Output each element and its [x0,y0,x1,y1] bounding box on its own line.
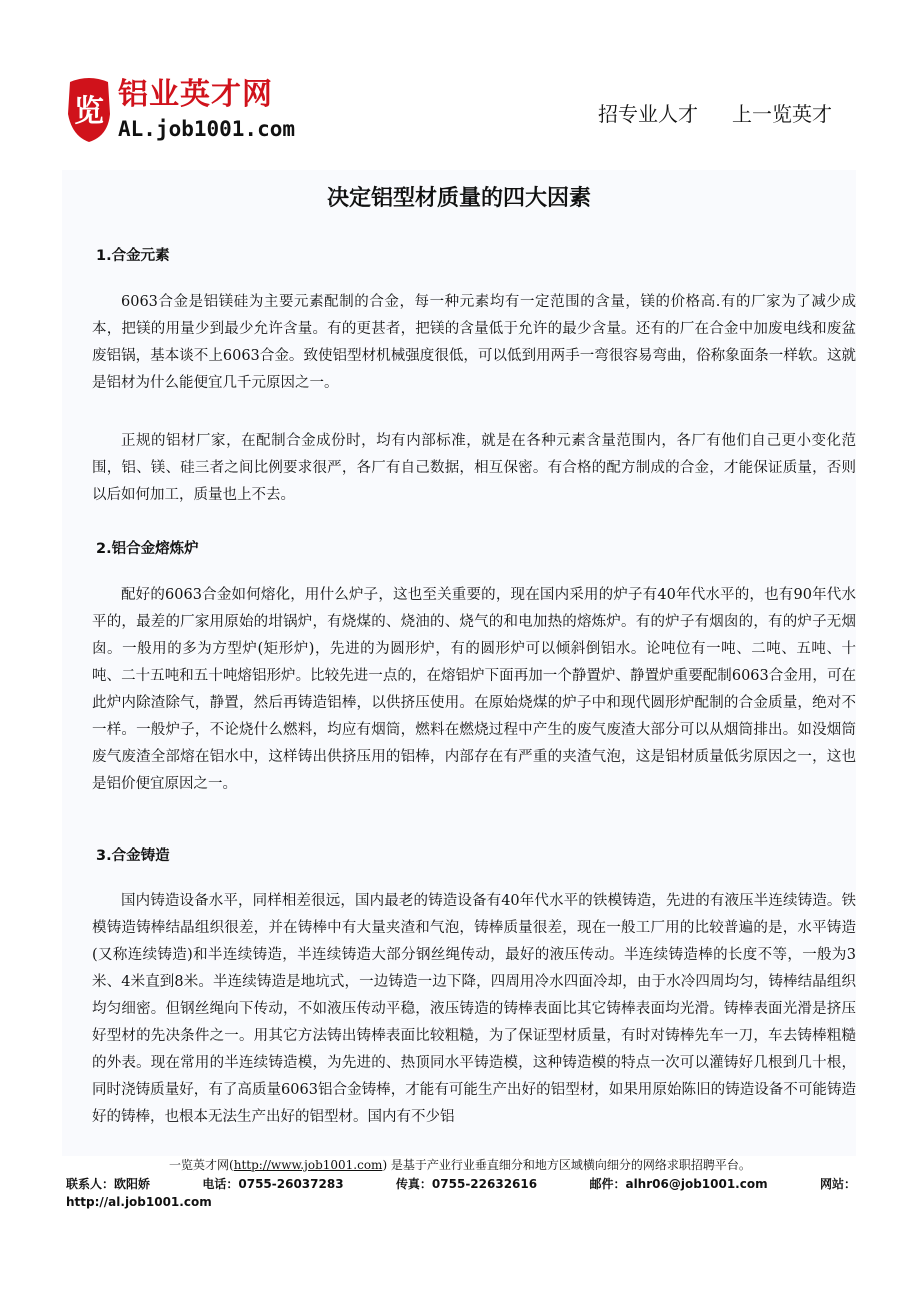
lan-badge-icon [64,74,114,144]
article-body [62,170,856,1156]
svg-text:览: 览 [74,94,104,129]
paragraph: 6063合金是铝镁硅为主要元素配制的合金，每一种元素均有一定范围的含量，镁的价格高.有的厂家为了减少成本，把镁的用量少到最少允许含量。有的更甚者，把镁的含量低于允许的最少含量。还有的厂在合金中加废电线和废盆废铝锅，基本谈不上6063合金。致使铝型材机械强度很低，可以低到用两手一弯很容易弯曲，俗称象面条一样软。这就是铝材为什么能便宜几千元原因之一。 [92,294,856,391]
site-logo[interactable] [64,72,304,148]
contact-site-url[interactable]: http://al.job1001.com [66,1195,212,1209]
slogan-part-1: 招专业人才 [598,102,698,126]
footer-note [0,1156,920,1174]
contact-site-label: 网站： [819,1177,856,1191]
logo-url: AL.job1001.com [118,117,296,141]
section-heading-alloy-elements: 1.合金元素 [96,248,170,264]
footer-note-prefix: 一览英才网( [169,1158,234,1172]
contact-phone: 电话：0755-26037283 [202,1177,344,1191]
contact-person: 联系人：欧阳娇 [66,1177,151,1191]
logo-name: 铝业英才网 [118,77,273,112]
page-header [0,0,920,170]
header-slogan [598,98,832,127]
paragraph: 国内铸造设备水平，同样相差很远，国内最老的铸造设备有40年代水平的铁模铸造，先进的有液压半连续铸造。铁模铸造铸棒结晶组织很差，并在铸棒中有大量夹渣和气泡，铸棒质量很差，现在一般工厂用的比较普遍的是，水平铸造(又称连续铸造)和半连续铸造，半连续铸造大部分钢丝绳传动，最好的液压传动。半连续铸造棒的长度不等，一般为3米、4米直到8米。半连续铸造是地坑式，一边铸造一边下降，四周用冷水四面冷却，由于水冷四周均匀，铸棒结晶组织均匀细密。但钢丝绳向下传动，不如液压传动平稳，液压铸造的铸棒表面比其它铸棒表面均光滑。铸棒表面光滑是挤压好型材的先决条件之一。用其它方法铸出铸棒表面比较粗糙，为了保证型材质量，有时对铸棒先车一刀，车去铸棒粗糙的外表。现在常用的半连续铸造模，为先进的、热顶同水平铸造模，这种铸造模的特点一次可以灌铸好几根到几十根，同时浇铸质量好，有了高质量6063铝合金铸棒，才能有可能生产出好的铝型材，如果用原始陈旧的铸造设备不可能铸造好的铸棒，也根本无法生产出好的铝型材。国内有不少铝 [92,893,856,1125]
footer-note-suffix: ) 是基于产业行业垂直细分和地方区域横向细分的网络求职招聘平台。 [382,1158,751,1172]
contact-bar [66,1175,856,1211]
paragraph: 正规的铝材厂家，在配制合金成份时，均有内部标准，就是在各种元素含量范围内，各厂有他们自己更小变化范围，铝、镁、硅三者之间比例要求很严，各厂有自己数据，相互保密。有合格的配方制成的合金，才能保证质量，否则以后如何加工，质量也上不去。 [92,433,856,503]
footer-link[interactable]: http://www.job1001.com [233,1158,383,1172]
contact-fax: 传真：0755-22632616 [395,1177,538,1191]
section-heading-alloy-casting: 3.合金铸造 [96,848,170,864]
article-title: 决定铝型材质量的四大因素 [326,186,591,211]
section-heading-smelting-furnace: 2.铝合金熔炼炉 [96,541,199,557]
paragraph: 配好的6063合金如何熔化，用什么炉子，这也至关重要的，现在国内采用的炉子有40年代水平的，也有90年代水平的，最差的厂家用原始的坩锅炉，有烧煤的、烧油的、烧气的和电加热的熔炼炉。有的炉子有烟囱的，有的炉子无烟囱。一般用的多为方型炉(矩形炉)，先进的为圆形炉，有的圆形炉可以倾斜倒铝水。论吨位有一吨、二吨、五吨、十吨、二十五吨和五十吨熔铝形炉。比较先进一点的，在熔铝炉下面再加一个静置炉、静置炉重要配制6063合金用，可在此炉内除渣除气，静置，然后再铸造铝棒，以供挤压使用。在原始烧煤的炉子中和现代圆形炉配制的合金质量，绝对不一样。一般炉子，不论烧什么燃料，均应有烟筒，燃料在燃烧过程中产生的废气废渣大部分可以从烟筒排出。如没烟筒废气废渣全部熔在铝水中，这样铸出供挤压用的铝棒，内部存在有严重的夹渣气泡，这是铝材质量低劣原因之一，这也是铝价便宜原因之一。 [92,587,856,792]
slogan-part-2: 上一览英才 [732,102,832,126]
contact-email[interactable]: 邮件：alhr06@job1001.com [589,1177,768,1191]
